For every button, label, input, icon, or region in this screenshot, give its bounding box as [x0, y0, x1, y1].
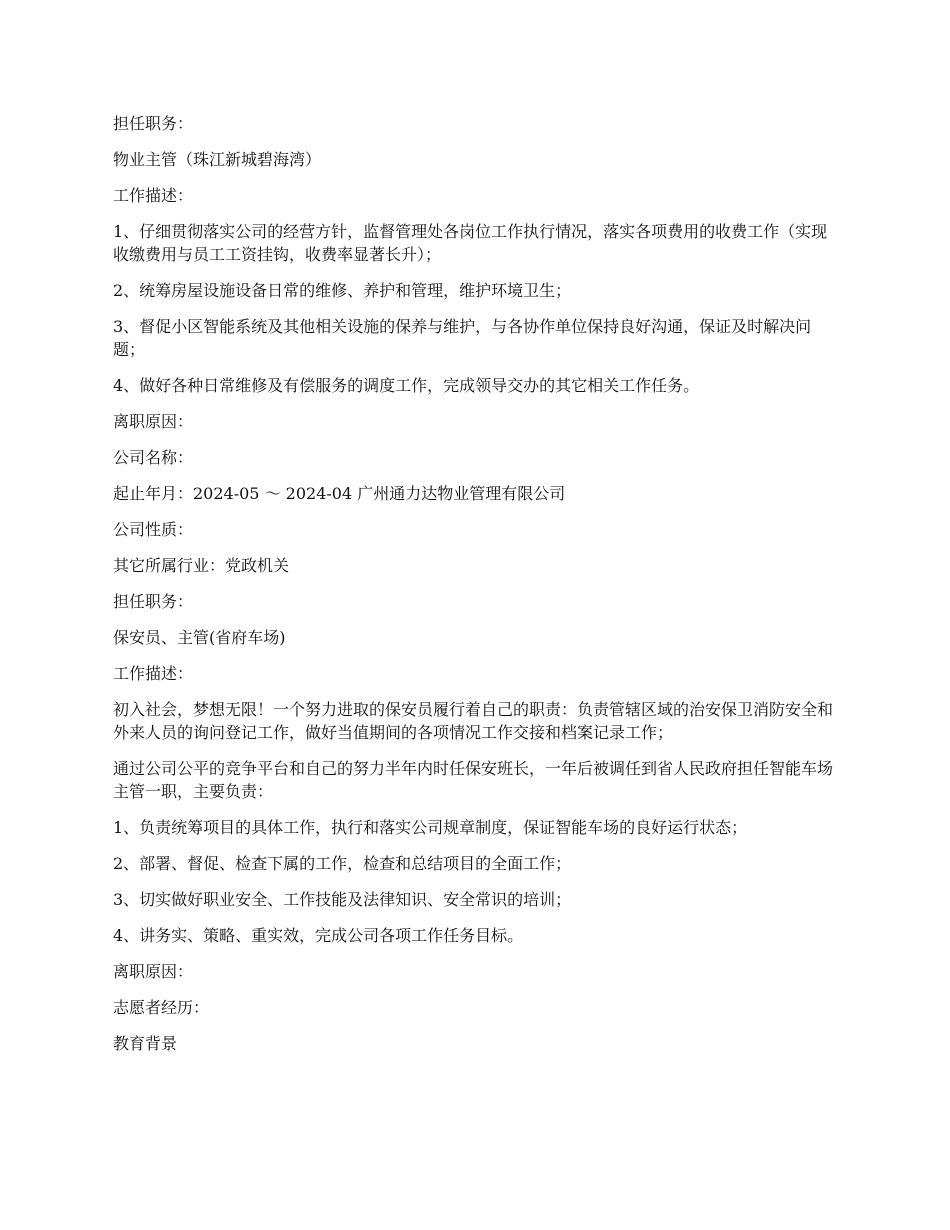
company-type-label: 公司性质：	[113, 520, 194, 539]
position-value: 物业主管（珠江新城碧海湾）	[113, 150, 322, 169]
position-label: 担任职务：	[113, 114, 194, 133]
leaving-reason-label: 离职原因：	[113, 962, 194, 981]
company-name-label: 公司名称：	[113, 448, 194, 467]
education-heading: 教育背景	[113, 1034, 178, 1053]
duty-item: 2、部署、督促、检查下属的工作，检查和总结项目的全面工作；	[113, 854, 572, 873]
position-label: 担任职务：	[113, 592, 194, 611]
job-description-label: 工作描述：	[113, 664, 194, 683]
description-paragraph: 初入社会，梦想无限！一个努力进取的保安员履行着自己的职责：负责管辖区域的治安保卫消防安全和外来人员的询问登记工作，做好当值期间的各项情况工作交接和档案记录工作；	[113, 700, 834, 742]
employment-period: 起止年月：2024-05 ～ 2024-04 广州通力达物业管理有限公司	[113, 484, 566, 503]
duty-item: 3、督促小区智能系统及其他相关设施的保养与维护，与各协作单位保持良好沟通，保证及时解决问题；	[113, 317, 812, 359]
position-value: 保安员、主管(省府车场)	[113, 628, 286, 647]
description-paragraph: 通过公司公平的竞争平台和自己的努力半年内时任保安班长，一年后被调任到省人民政府担任智能车场主管一职，主要负责：	[113, 759, 834, 801]
document-page	[113, 112, 838, 1068]
volunteer-label: 志愿者经历：	[113, 998, 210, 1017]
duty-item: 4、做好各种日常维修及有偿服务的调度工作，完成领导交办的其它相关工作任务。	[113, 376, 700, 395]
duty-item: 1、负责统筹项目的具体工作，执行和落实公司规章制度，保证智能车场的良好运行状态；	[113, 818, 748, 837]
duty-item: 2、统筹房屋设施设备日常的维修、养护和管理，维护环境卫生；	[113, 281, 572, 300]
leaving-reason-label: 离职原因：	[113, 412, 194, 431]
duty-item: 1、仔细贯彻落实公司的经营方针，监督管理处各岗位工作执行情况，落实各项费用的收费工作（实现收缴费用与员工工资挂钩，收费率显著长升）；	[113, 222, 828, 264]
duty-item: 3、切实做好职业安全、工作技能及法律知识、安全常识的培训；	[113, 890, 572, 909]
duty-item: 4、讲务实、策略、重实效，完成公司各项工作任务目标。	[113, 926, 524, 945]
industry-line: 其它所属行业：党政机关	[113, 556, 290, 575]
job-description-label: 工作描述：	[113, 186, 194, 205]
